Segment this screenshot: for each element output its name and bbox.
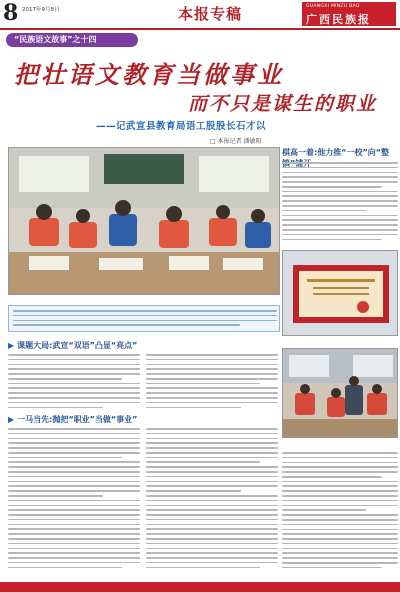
issue-date: 2017年9月8日	[22, 7, 60, 13]
section-2-text-col-1	[8, 428, 140, 571]
right-column-lower-text	[282, 452, 398, 572]
brand-chinese: 广西民族报	[306, 13, 371, 26]
teacher-photo	[282, 348, 398, 438]
certificate-photo	[282, 250, 398, 336]
intro-text	[13, 310, 277, 329]
section-heading-2	[8, 414, 137, 425]
certificate-graphic	[283, 251, 398, 336]
section-heading-1-text: 课题大局:武宣“双语”凸显“亮点”	[17, 341, 138, 350]
page-number: 8	[3, 0, 19, 26]
triangle-marker-icon: ▶	[8, 415, 15, 424]
footer-contact-bar	[0, 582, 400, 592]
section-1-text-col-1	[8, 354, 140, 411]
series-banner: “民族语文故事”之十四	[6, 33, 138, 47]
masthead-brand	[302, 2, 396, 26]
intro-box	[8, 305, 280, 332]
section-heading-1	[8, 340, 137, 351]
section-heading-2-text: 一马当先:抛把“职业”当做“事业”	[17, 415, 138, 424]
classroom-photo	[8, 147, 280, 295]
headline-line-2: 而不只是谋生的职业	[188, 93, 378, 115]
section-2-text-col-2	[146, 428, 278, 571]
right-column-text	[282, 162, 398, 247]
byline: □ 本报记者 潘敏阳	[210, 138, 262, 145]
section-1-text-col-2	[146, 354, 278, 411]
headline-subtitle: ——记武宣县教育局语工股股长石才以	[96, 121, 267, 132]
header-rule	[0, 28, 400, 30]
page-header	[0, 0, 400, 28]
brand-english: GUANGXI MINZU BAO	[306, 4, 360, 9]
teacher-photo-graphic	[283, 349, 398, 438]
triangle-marker-icon: ▶	[8, 341, 15, 350]
section-title: 本报专稿	[178, 5, 243, 23]
classroom-photo-graphic	[9, 148, 280, 295]
right-column-title: 棋高一着:他力推“一校”向“整	[282, 148, 389, 157]
headline-line-1: 把壮语文教育当做事业	[14, 60, 284, 89]
